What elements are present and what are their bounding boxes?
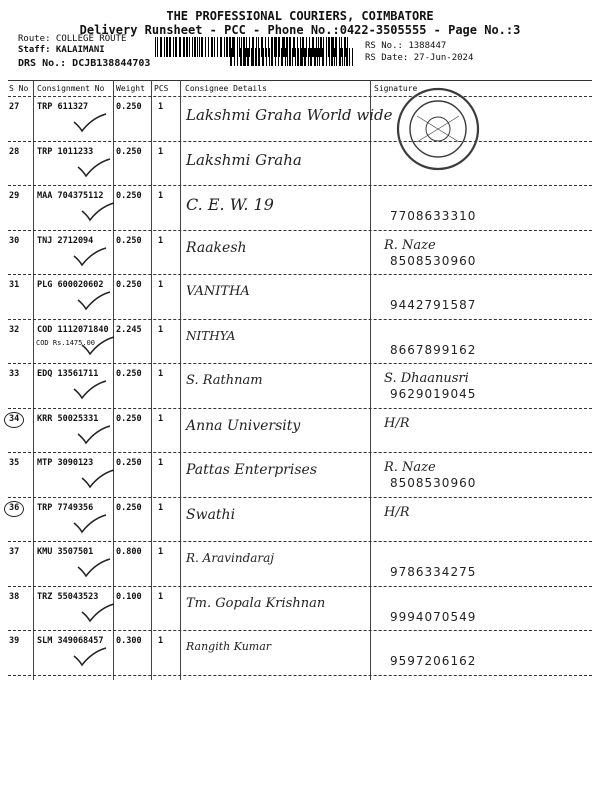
delivered-check-mark	[72, 246, 108, 268]
col-header-sno: S No	[9, 84, 29, 93]
row-consignment-no: PLG 600020602	[37, 280, 104, 290]
row-phone-handwritten: 8667899162	[390, 342, 477, 357]
row-consignee-handwritten: Anna University	[186, 417, 301, 434]
row-pcs: 1	[158, 235, 164, 246]
row-cod-amount: COD Rs.1475.00	[36, 338, 96, 347]
header-rule	[8, 96, 592, 97]
row-weight: 0.250	[116, 102, 142, 112]
row-weight: 0.250	[116, 369, 142, 379]
row-consignee-handwritten: VANITHA	[186, 284, 250, 299]
row-sno: 36	[9, 502, 20, 513]
row-consignment-no: KMU 3507501	[37, 547, 94, 557]
row-consignee-handwritten: Tm. Gopala Krishnan	[186, 595, 326, 611]
row-pcs: 1	[158, 102, 164, 112]
row-weight: 0.250	[116, 413, 142, 424]
row-weight: 0.300	[116, 636, 142, 646]
row-pcs: 1	[158, 280, 164, 290]
row-divider	[8, 586, 592, 587]
row-signature-handwritten: R. Naze	[384, 460, 436, 475]
row-phone-handwritten: 9629019045	[390, 387, 477, 401]
row-sno: 35	[9, 458, 20, 468]
row-consignment-no: EDQ 13561711	[37, 369, 99, 379]
row-divider	[8, 452, 592, 453]
delivered-check-mark	[80, 335, 116, 357]
route-label: Route: COLLEGE ROUTE	[18, 34, 127, 44]
col-header-pcs: PCS	[154, 84, 169, 93]
row-pcs: 1	[158, 502, 164, 513]
drs-number: DRS No.: DCJB138844703	[18, 58, 151, 69]
row-signature-handwritten: S. Dhaanusri	[384, 371, 469, 386]
delivered-check-mark	[72, 646, 108, 668]
delivered-check-mark	[72, 112, 108, 134]
row-sno: 27	[9, 102, 20, 112]
row-divider	[8, 274, 592, 275]
row-consignee-handwritten: Lakshmi Graha World wide	[186, 106, 393, 124]
company-stamp	[395, 86, 481, 172]
row-pcs: 1	[158, 591, 164, 602]
row-consignment-no: MTP 3090123	[37, 458, 94, 468]
row-divider	[8, 630, 592, 631]
row-divider	[8, 319, 592, 320]
col-divider	[113, 80, 114, 680]
row-consignment-no: TRP 7749356	[37, 502, 94, 513]
row-weight: 0.250	[116, 502, 142, 513]
delivered-check-mark	[76, 424, 112, 446]
row-signature-handwritten: H/R	[384, 504, 410, 520]
row-divider	[8, 141, 592, 142]
row-signature-handwritten: R. Naze	[384, 237, 436, 253]
delivered-check-mark	[80, 468, 116, 490]
row-pcs: 1	[158, 146, 164, 157]
row-weight: 0.250	[116, 146, 142, 157]
delivered-check-mark	[76, 157, 112, 179]
row-consignee-handwritten: Raakesh	[186, 239, 247, 256]
row-weight: 0.100	[116, 591, 142, 602]
row-sno: 32	[9, 324, 20, 335]
row-sno: 34	[9, 413, 20, 424]
company-title: THE PROFESSIONAL COURIERS, COIMBATORE	[166, 9, 434, 23]
row-pcs: 1	[158, 324, 164, 335]
row-consignee-handwritten: S. Rathnam	[186, 373, 263, 388]
col-header-signature: Signature	[374, 84, 418, 93]
row-pcs: 1	[158, 191, 164, 201]
row-sno: 37	[9, 547, 20, 557]
row-sno: 33	[9, 369, 20, 379]
row-consignee-handwritten: C. E. W. 19	[186, 195, 274, 214]
col-divider	[370, 80, 371, 680]
col-divider	[151, 80, 152, 680]
row-consignee-handwritten: Lakshmi Graha	[186, 150, 302, 169]
row-weight: 0.250	[116, 280, 142, 290]
delivered-check-mark	[72, 379, 108, 401]
row-phone-handwritten: 7708633310	[390, 209, 477, 223]
col-divider	[33, 80, 34, 680]
barcode-right	[230, 48, 355, 66]
delivered-check-mark	[80, 602, 116, 624]
row-consignment-no: TRP 1011233	[37, 146, 94, 157]
row-consignee-handwritten: Swathi	[186, 506, 236, 523]
col-header-consignee: Consignee Details	[185, 84, 267, 93]
row-consignment-no: SLM 349068457	[37, 636, 104, 646]
row-pcs: 1	[158, 413, 164, 424]
row-divider	[8, 185, 592, 186]
delivered-check-mark	[72, 513, 108, 535]
delivered-check-mark	[76, 557, 112, 579]
row-pcs: 1	[158, 547, 164, 557]
row-divider	[8, 363, 592, 364]
row-phone-handwritten: 9786334275	[390, 565, 477, 579]
row-pcs: 1	[158, 369, 164, 379]
row-pcs: 1	[158, 636, 164, 646]
row-phone-handwritten: 9597206162	[390, 654, 477, 668]
row-sno: 29	[9, 191, 20, 201]
row-sno: 38	[9, 591, 20, 602]
delivered-check-mark	[80, 201, 116, 223]
row-pcs: 1	[158, 458, 164, 468]
row-consignment-no: TRZ 55043523	[37, 591, 99, 602]
row-consignee-handwritten: Pattas Enterprises	[186, 462, 317, 478]
row-consignee-handwritten: R. Aravindaraj	[186, 551, 275, 565]
staff-label: Staff: KALAIMANI	[18, 45, 105, 55]
rs-number: RS No.: 1388447	[365, 41, 447, 51]
row-sno: 30	[9, 235, 20, 246]
row-weight: 0.250	[116, 458, 142, 468]
row-phone-handwritten: 9442791587	[390, 298, 477, 312]
row-sno: 39	[9, 636, 20, 646]
col-header-weight: Weight	[116, 84, 145, 93]
rs-date: RS Date: 27-Jun-2024	[365, 53, 474, 63]
circled-serial-mark	[4, 501, 24, 517]
col-header-consignment: Consignment No	[37, 84, 105, 93]
row-signature-handwritten: H/R	[384, 415, 410, 431]
row-consignment-no: TNJ 2712094	[37, 235, 94, 246]
row-weight: 0.800	[116, 547, 142, 557]
row-consignment-no: COD 1112071840	[37, 324, 109, 335]
row-consignee-handwritten: Rangith Kumar	[186, 640, 272, 653]
row-weight: 2.245	[116, 324, 142, 335]
row-sno: 31	[9, 280, 20, 290]
row-divider	[8, 497, 592, 498]
row-sno: 28	[9, 146, 20, 157]
circled-serial-mark	[4, 412, 24, 428]
row-weight: 0.250	[116, 235, 142, 246]
row-consignment-no: MAA 704375112	[37, 191, 104, 201]
row-divider	[8, 675, 592, 676]
row-divider	[8, 230, 592, 231]
delivered-check-mark	[76, 290, 112, 312]
runsheet-subtitle: Delivery Runsheet - PCC - Phone No.:0422-3505555 - Page No.:3	[79, 23, 521, 37]
row-phone-handwritten: 8508530960	[390, 476, 477, 490]
table-top-rule	[8, 80, 592, 81]
col-divider	[180, 80, 181, 680]
row-phone-handwritten: 9994070549	[390, 609, 477, 624]
row-weight: 0.250	[116, 191, 142, 201]
row-divider	[8, 408, 592, 409]
row-divider	[8, 541, 592, 542]
row-consignment-no: KRR 50025331	[37, 413, 99, 424]
row-phone-handwritten: 8508530960	[390, 253, 477, 268]
row-consignee-handwritten: NITHYA	[186, 328, 236, 343]
row-consignment-no: TRP 611327	[37, 102, 89, 112]
